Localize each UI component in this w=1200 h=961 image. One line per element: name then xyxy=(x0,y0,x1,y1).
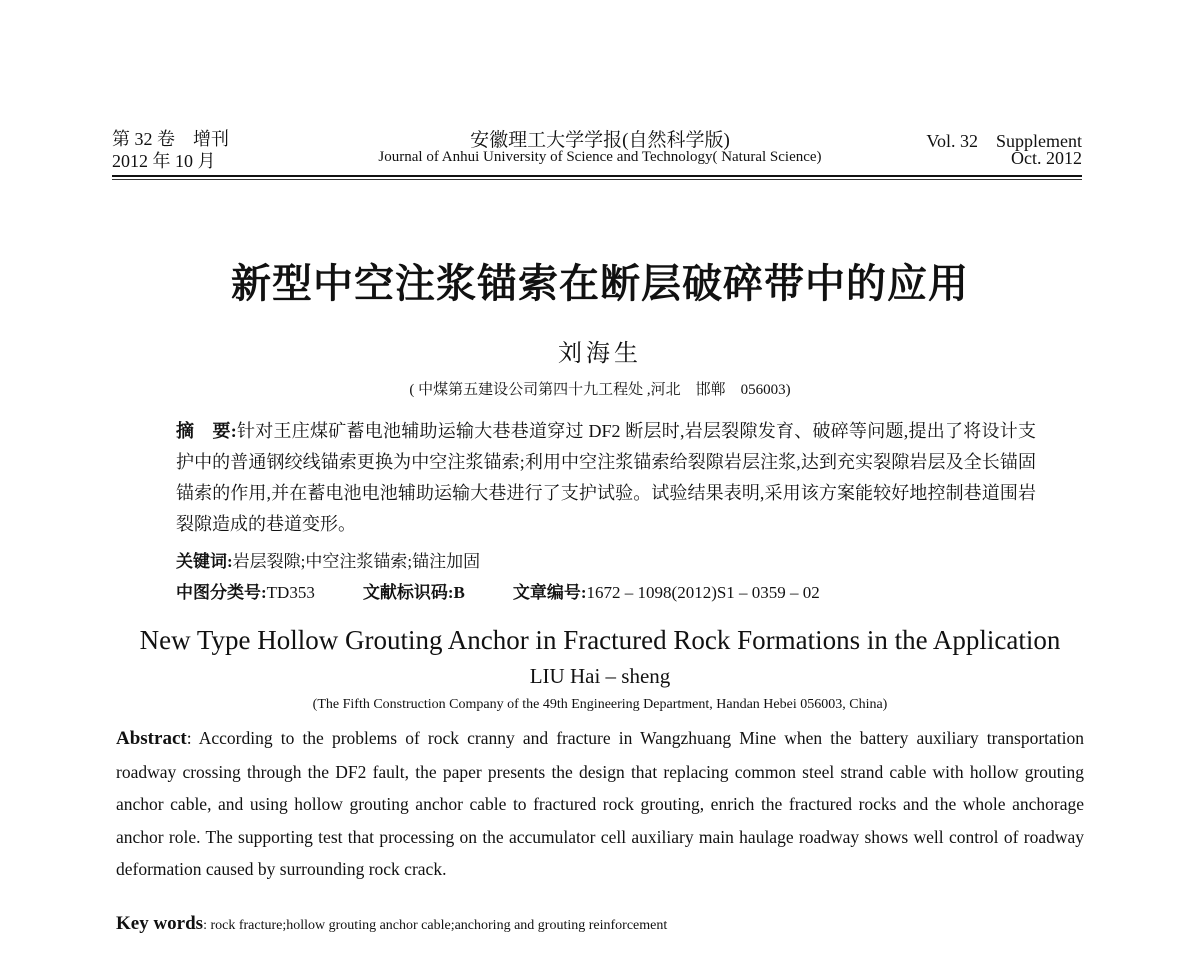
abstract-en-text: According to the problems of rock cranny and fracture in Wangzhuang Mine when the battery auxiliary transportation roadway crossing through the DF2 fault, the paper presents the design that replacing common steel strand cable with hollow grouting anchor cable, and using hollow grouting anchor cable to fractured rock grouting, enrich the fractured rocks and the whole anchorage anchor role. The supporting test that processing on the accumulator cell auxiliary main haulage roadway shows well control of roadway deformation caused by surrounding rock crack. xyxy=(116,728,1085,879)
header-rule-thin xyxy=(112,179,1082,180)
date-en: Oct. 2012 xyxy=(1011,148,1082,168)
doc-code-value: B xyxy=(453,583,465,602)
paper-title-cn: 新型中空注浆锚索在断层破碎带中的应用 xyxy=(231,261,969,306)
class-number-label: 中图分类号: xyxy=(176,583,267,602)
classification-line xyxy=(176,578,820,603)
affiliation-en: (The Fifth Construction Company of the 49th Engineering Department, Handan Hebei 056003, China) xyxy=(312,697,888,712)
publication-date: 2012 年 10 月 xyxy=(112,151,216,171)
journal-name-en: Journal of Anhui University of Science and Technology( Natural Science) xyxy=(378,149,822,165)
keywords-en xyxy=(116,913,667,935)
doc-code-label: 文献标识码: xyxy=(362,583,454,602)
abstract-cn xyxy=(176,416,1036,540)
volume-issue: 第 32 卷 增刊 xyxy=(112,129,229,149)
keywords-en-sep: : xyxy=(203,918,211,933)
class-number-value: TD353 xyxy=(266,583,315,602)
author-en: LIU Hai – sheng xyxy=(529,664,671,688)
abstract-en-sep: : xyxy=(186,728,199,748)
header-rule xyxy=(112,175,1082,177)
abstract-cn-label: 摘 要: xyxy=(176,421,237,441)
author-cn: 刘海生 xyxy=(558,341,642,367)
affiliation-cn: ( 中煤第五建设公司第四十九工程处 ,河北 邯郸 056003) xyxy=(409,382,791,398)
keywords-cn xyxy=(176,547,480,572)
article-number-value: 1672 – 1098(2012)S1 – 0359 – 02 xyxy=(586,583,820,602)
abstract-cn-text: 针对王庄煤矿蓄电池辅助运输大巷巷道穿过 DF2 断层时,岩层裂隙发育、破碎等问题,提出了将设计支护中的普通钢绞线锚索更换为中空注浆锚索;利用中空注浆锚索给裂隙岩层注浆,达到充实裂隙岩层及全长锚固锚索的作用,并在蓄电池电池辅助运输大巷进行了支护试验。试验结果表明,采用该方案能较好地控制巷道围岩裂隙造成的巷道变形。 xyxy=(176,421,1036,534)
abstract-en xyxy=(116,722,1084,886)
keywords-cn-label: 关键词: xyxy=(176,552,233,571)
keywords-en-text: rock fracture;hollow grouting anchor cable;anchoring and grouting reinforcement xyxy=(210,918,668,933)
volume-supplement-en: Vol. 32 Supplement xyxy=(926,131,1082,151)
journal-name-cn: 安徽理工大学学报(自然科学版) xyxy=(470,130,730,151)
keywords-cn-text: 岩层裂隙;中空注浆锚索;锚注加固 xyxy=(232,552,481,571)
abstract-en-label: Abstract xyxy=(116,728,187,749)
article-number-label: 文章编号: xyxy=(512,583,587,602)
paper-title-en: New Type Hollow Grouting Anchor in Fractured Rock Formations in the Application xyxy=(139,625,1061,655)
keywords-en-label: Key words xyxy=(116,913,204,934)
